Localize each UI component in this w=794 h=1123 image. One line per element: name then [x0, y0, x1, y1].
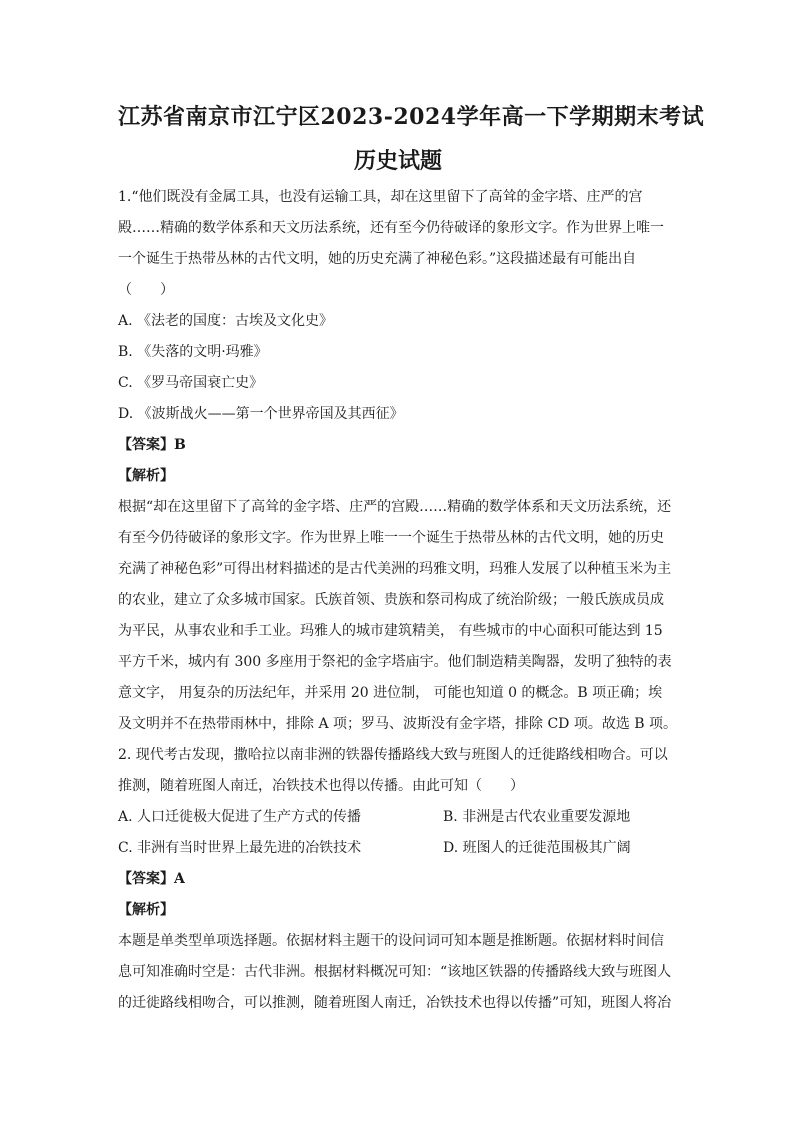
question-1-analysis-label: 【解析】	[118, 468, 174, 484]
question-2-stem-line: 2. 现代考古发现，撒哈拉以南非洲的铁器传播路线大致与班图人的迁徙路线相吻合。可以	[118, 747, 668, 763]
question-1-analysis-line: 根据“却在这里留下了高耸的金字塔、庄严的宫殿……精确的数学体系和天文历法系统，还	[118, 499, 672, 515]
question-2-analysis-label: 【解析】	[118, 902, 174, 918]
question-1-option-a: A. 《法老的国度：古埃及文化史》	[118, 313, 334, 329]
exam-subtitle: 历史试题	[353, 148, 442, 174]
question-2	[118, 740, 678, 1019]
question-1-answer: 【答案】B	[118, 437, 186, 453]
question-1-option-d: D. 《波斯战火——第一个世界帝国及其西征》	[118, 406, 404, 422]
question-2-option-c: C. 非洲有当时世界上最先进的冶铁技术	[118, 840, 362, 856]
question-1-stem-line: 一个诞生于热带丛林的古代文明，她的历史充满了神秘色彩。”这段描述最有可能出自	[118, 251, 637, 267]
question-1-analysis-line: 为平民，从事农业和手工业。玛雅人的城市建筑精美， 有些城市的中心面积可能达到 15	[118, 623, 663, 639]
document-page	[118, 96, 705, 1019]
exam-title: 江苏省南京市江宁区2023-2024学年高一下学期期末考试	[118, 104, 705, 130]
question-1-analysis-line: 及文明并不在热带雨林中，排除 A 项；罗马、波斯没有金字塔，排除 CD 项。故选 B 项。	[118, 716, 678, 732]
question-2-analysis-line: 本题是单类型单项选择题。依据材料主题干的设问词可知本题是推断题。依据材料时间信	[118, 933, 664, 949]
question-1-analysis-line: 充满了神秘色彩”可得出材料描述的是古代美洲的玛雅文明，玛雅人发展了以种植玉米为主	[118, 561, 672, 577]
question-2-option-b: B. 非洲是古代农业重要发源地	[443, 809, 631, 825]
question-1-option-c: C. 《罗马帝国衰亡史》	[118, 375, 264, 391]
question-1-stem-line: （ ）	[118, 282, 174, 298]
question-2-answer: 【答案】A	[118, 871, 185, 887]
question-2-option-a: A. 人口迁徙极大促进了生产方式的传播	[118, 809, 362, 825]
question-1-stem-line: 殿……精确的数学体系和天文历法系统，还有至今仍待破译的象形文字。作为世界上唯一	[118, 220, 664, 236]
question-1-analysis-line: 意文字， 用复杂的历法纪年，并采用 20 进位制， 可能也知道 0 的概念。B 项正确；埃	[118, 685, 663, 701]
question-2-option-row	[118, 802, 678, 833]
question-1-analysis-line: 平方千米，城内有 300 多座用于祭祀的金字塔庙宇。他们制造精美陶器，发明了独特的表	[118, 654, 672, 670]
question-1	[118, 182, 678, 740]
question-1-option-b: B. 《失落的文明·玛雅》	[118, 344, 268, 360]
question-2-option-d: D. 班图人的迁徙范围极其广阔	[443, 840, 631, 856]
question-1-analysis-line: 的农业，建立了众多城市国家。氏族首领、贵族和祭司构成了统治阶级；一般氏族成员成	[118, 592, 664, 608]
question-1-analysis-line: 有至今仍待破译的象形文字。作为世界上唯一一个诞生于热带丛林的古代文明，她的历史	[118, 530, 664, 546]
question-2-option-row	[118, 833, 678, 864]
question-2-analysis-line: 息可知准确时空是：古代非洲。根据材料概况可知：“该地区铁器的传播路线大致与班图人	[118, 964, 672, 980]
question-2-stem-line: 推测，随着班图人南迁，冶铁技术也得以传播。由此可知（ ）	[118, 778, 524, 794]
question-2-analysis-line: 的迁徙路线相吻合，可以推测，随着班图人南迁，冶铁技术也得以传播”可知，班图人将冶	[118, 995, 672, 1011]
question-1-stem-line: 1.“他们既没有金属工具，也没有运输工具，却在这里留下了高耸的金字塔、庄严的宫	[118, 189, 643, 205]
